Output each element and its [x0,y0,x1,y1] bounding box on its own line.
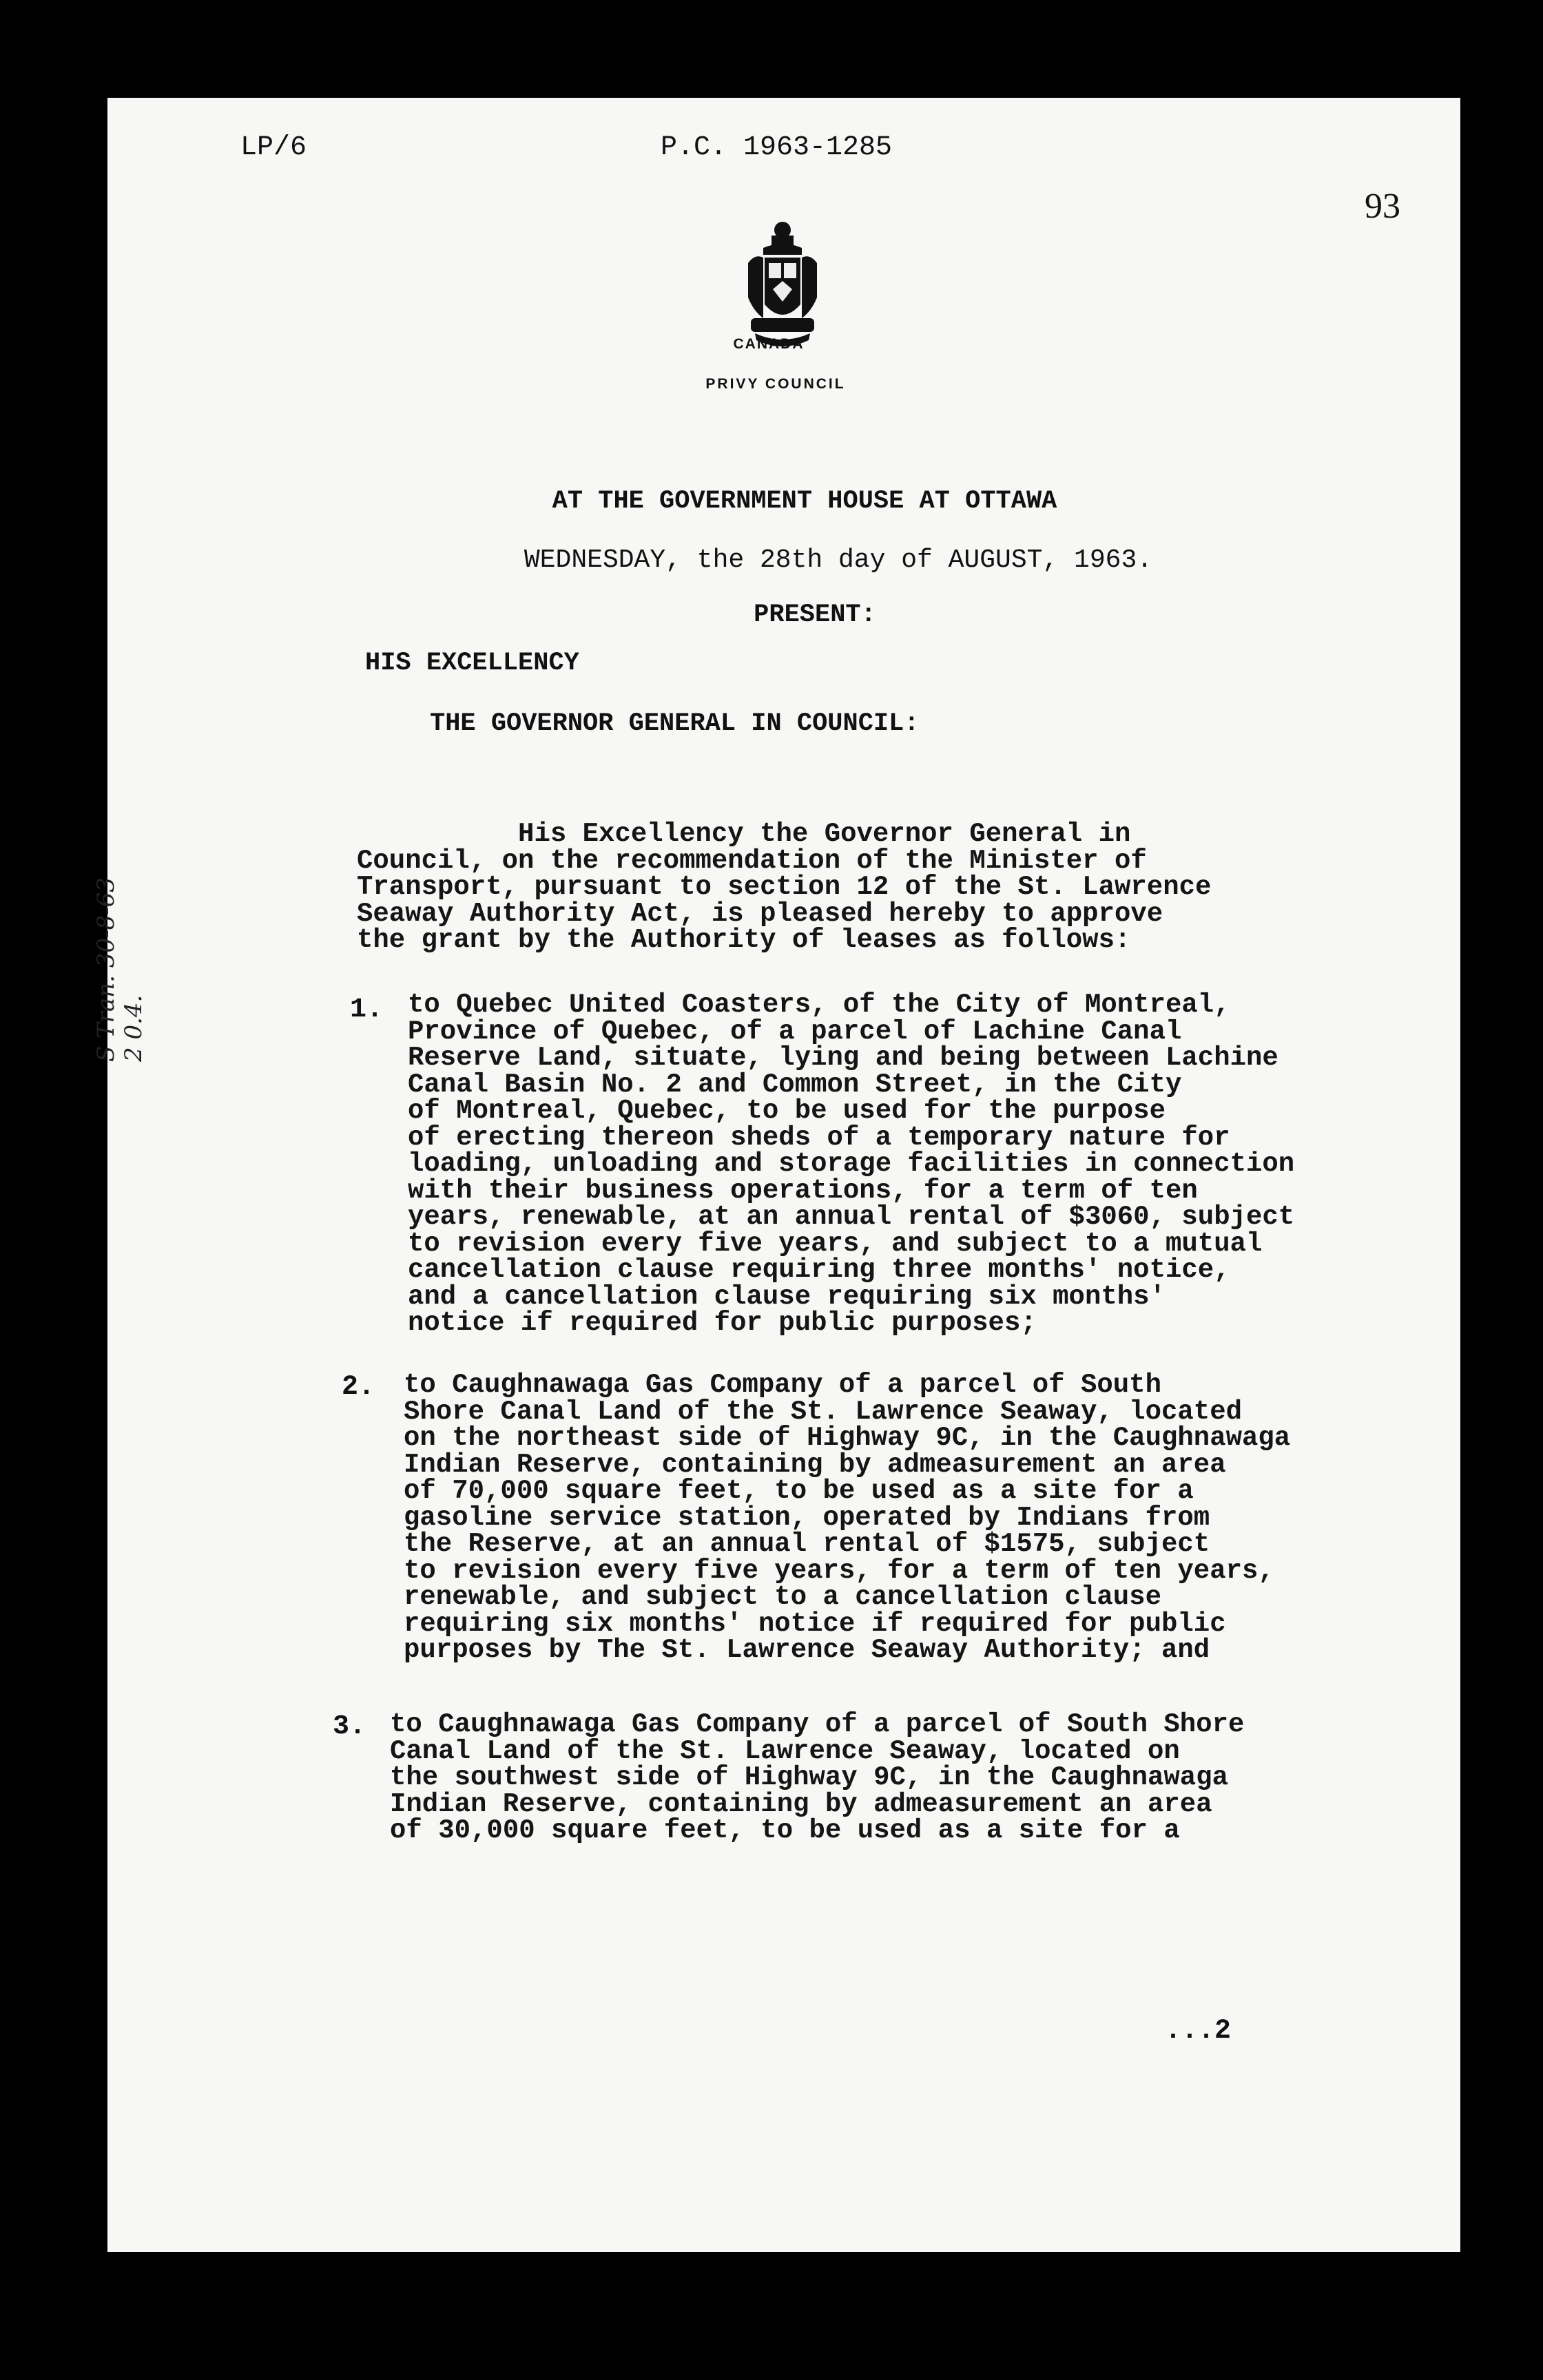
governor-general-in-council-heading: THE GOVERNOR GENERAL IN COUNCIL: [430,709,920,738]
canada-coat-of-arms-icon [727,180,838,401]
present-heading: PRESENT: [754,601,876,629]
page-number: 93 [1365,187,1400,226]
handwritten-marginal-note: S Tran. 30-8-63 2 0.4. [92,877,147,1062]
continuation-marker: ...2 [1165,2016,1232,2047]
lease-item-3-text: to Caughnawaga Gas Company of a parcel of South Shore Canal Land of the St. Lawrence Seaway, located on the southwest side of Highway 9C, in the Caughnawaga Indian Reserve, containing by admeasurement an area of 30,000 square feet, to be used as a site for a [390,1709,1245,1846]
lease-item-2-text: to Caughnawaga Gas Company of a parcel of South Shore Canal Land of the St. Lawrence Seaway, located on the northeast side of Highway 9C, in the Caughnawaga Indian Reserve, containing by admeasurement an area of 70,000 square feet, to be used as a site for a gasoline service station, operated by Indians from the Reserve, at an annual rental of $1575, subject to revision every five years, for a term of ten years, renewable, and subject to a cancellation clause requiring six months' notice if required for public purposes by The St. Lawrence Seaway Authority; and [404,1370,1291,1665]
meeting-location: AT THE GOVERNMENT HOUSE AT OTTAWA [552,487,1057,516]
country-label: CANADA [733,336,805,352]
his-excellency-heading: HIS EXCELLENCY [365,649,579,678]
preamble-paragraph: His Excellency the Governor General in Council, on the recommendation of the Minister of Transport, pursuant to section 12 of the St. Lawrence Seaway Authority Act, is pleased hereby to approve the grant by the Authority of leases as follows: [357,819,1212,955]
privy-council-label: PRIVY COUNCIL [705,376,846,392]
item-number: 1. [350,994,384,1025]
lease-item-1-text: to Quebec United Coasters, of the City of Montreal, Province of Quebec, of a parcel of Lachine Canal Reserve Land, situate, lying and being between Lachine Canal Basin No. 2 and Common Street, in the City of Montreal, Quebec, to be used for the purpose of erecting thereon sheds of a temporary nature for loading, unloading and storage facilities in connection with their business operations, for a term of ten years, renewable, at an annual rental of $3060, subject to revision every five years, and subject to a mutual cancellation clause requiring three months' notice, and a cancellation clause requiring six months' notice if required for public purposes; [408,990,1295,1338]
document-page [92,98,1460,2252]
meeting-date: WEDNESDAY, the 28th day of AUGUST, 1963. [524,545,1153,575]
reference-code: LP/6 [240,132,307,163]
item-number: 3. [333,1711,366,1742]
item-number: 2. [342,1372,375,1403]
order-in-council-number: P.C. 1963-1285 [661,132,893,163]
